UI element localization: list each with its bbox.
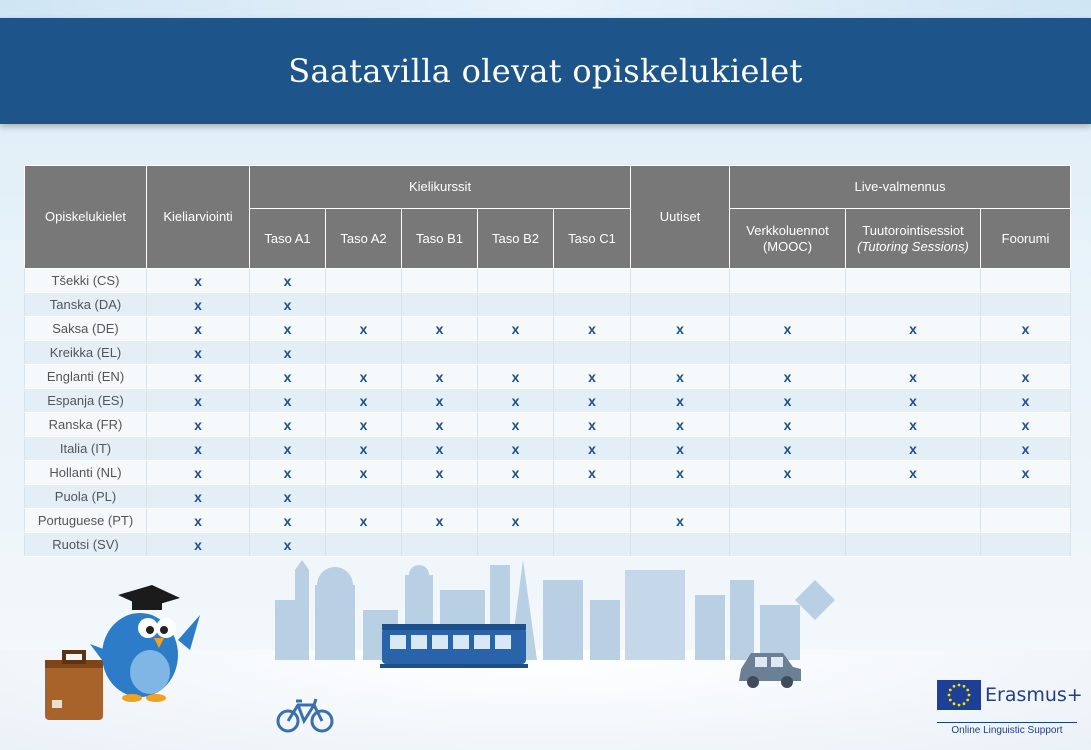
availability-cell [981, 437, 1071, 461]
availability-cell [478, 317, 554, 341]
availability-cell [554, 269, 631, 293]
availability-cell [402, 533, 478, 557]
header-tutoring-line1: Tuutorointisessiot [862, 222, 964, 238]
logo-subtitle: Online Linguistic Support [937, 722, 1077, 736]
availability-mark: x [909, 368, 917, 385]
availability-cell [147, 509, 250, 533]
availability-cell [250, 389, 326, 413]
availability-cell [981, 413, 1071, 437]
availability-cell [846, 317, 981, 341]
availability-mark: x [194, 344, 202, 361]
availability-mark: x [194, 392, 202, 409]
availability-cell [554, 509, 631, 533]
availability-cell [846, 389, 981, 413]
availability-cell [147, 533, 250, 557]
availability-cell [846, 365, 981, 389]
availability-mark: x [283, 392, 292, 409]
availability-cell [846, 341, 981, 365]
availability-mark: x [283, 344, 292, 361]
availability-cell [631, 389, 730, 413]
availability-mark: x [194, 464, 202, 481]
availability-cell [554, 389, 631, 413]
availability-mark: x [783, 392, 792, 409]
table-body [25, 269, 1071, 557]
availability-mark: x [194, 368, 202, 385]
availability-cell [250, 533, 326, 557]
availability-cell [402, 365, 478, 389]
availability-cell [402, 437, 478, 461]
availability-cell [478, 485, 554, 509]
language-name: Espanja (ES) [25, 389, 147, 413]
availability-mark: x [283, 512, 292, 529]
availability-cell [250, 269, 326, 293]
availability-mark: x [909, 440, 917, 457]
availability-cell [478, 365, 554, 389]
availability-mark: x [676, 512, 684, 529]
availability-mark: x [909, 320, 917, 337]
availability-cell [981, 389, 1071, 413]
header-forum: Foorumi [981, 209, 1071, 269]
availability-cell [981, 461, 1071, 485]
language-name: Tanska (DA) [25, 293, 147, 317]
table-row [25, 509, 1071, 533]
availability-cell [147, 269, 250, 293]
availability-mark: x [511, 392, 520, 409]
availability-mark: x [283, 464, 292, 481]
availability-mark: x [359, 512, 368, 529]
availability-mark: x [1021, 416, 1030, 433]
availability-cell [326, 293, 402, 317]
availability-cell [478, 269, 554, 293]
availability-cell [554, 365, 631, 389]
availability-cell [326, 365, 402, 389]
availability-cell [631, 341, 730, 365]
availability-mark: x [511, 464, 520, 481]
availability-mark: x [1021, 368, 1030, 385]
availability-cell [147, 461, 250, 485]
availability-mark: x [194, 272, 202, 289]
availability-cell [981, 365, 1071, 389]
language-name: Englanti (EN) [25, 365, 147, 389]
availability-cell [326, 461, 402, 485]
availability-cell [554, 293, 631, 317]
availability-cell [326, 485, 402, 509]
availability-mark: x [194, 440, 202, 457]
availability-cell [981, 509, 1071, 533]
availability-cell [402, 413, 478, 437]
logo-brand: Erasmus+ [985, 684, 1083, 706]
table-row [25, 293, 1071, 317]
table-row [25, 461, 1071, 485]
availability-mark: x [511, 440, 520, 457]
header-level-a1: Taso A1 [250, 209, 326, 269]
header-assessment: Kieliarviointi [147, 166, 250, 269]
availability-cell [730, 389, 846, 413]
header-language: Opiskelukielet [25, 166, 147, 269]
availability-mark: x [1021, 464, 1030, 481]
availability-mark: x [435, 440, 444, 457]
availability-cell [730, 485, 846, 509]
language-name: Ruotsi (SV) [25, 533, 147, 557]
availability-cell [730, 341, 846, 365]
availability-mark: x [676, 392, 684, 409]
availability-mark: x [359, 320, 368, 337]
availability-cell [326, 269, 402, 293]
availability-cell [147, 293, 250, 317]
availability-cell [730, 317, 846, 341]
availability-cell [846, 269, 981, 293]
language-name: Hollanti (NL) [25, 461, 147, 485]
availability-mark: x [283, 440, 292, 457]
availability-cell [326, 317, 402, 341]
availability-cell [147, 389, 250, 413]
table-row [25, 485, 1071, 509]
availability-cell [402, 485, 478, 509]
car-icon [737, 645, 803, 690]
header-tutoring-line2: (Tutoring Sessions) [857, 238, 969, 254]
availability-cell [250, 509, 326, 533]
availability-cell [981, 341, 1071, 365]
header-level-b2: Taso B2 [478, 209, 554, 269]
availability-mark: x [283, 536, 292, 553]
availability-mark: x [1021, 440, 1030, 457]
availability-cell [250, 365, 326, 389]
availability-mark: x [588, 392, 596, 409]
availability-mark: x [359, 464, 368, 481]
availability-cell [981, 293, 1071, 317]
availability-cell [846, 413, 981, 437]
availability-mark: x [435, 320, 444, 337]
availability-cell [631, 413, 730, 437]
table-row [25, 533, 1071, 557]
availability-cell [147, 485, 250, 509]
availability-cell [478, 437, 554, 461]
header-level-b1: Taso B1 [402, 209, 478, 269]
availability-cell [846, 461, 981, 485]
availability-cell [478, 341, 554, 365]
availability-mark: x [783, 416, 792, 433]
availability-cell [147, 365, 250, 389]
availability-mark: x [511, 416, 520, 433]
table-row [25, 389, 1071, 413]
availability-cell [631, 533, 730, 557]
table-row [25, 317, 1071, 341]
availability-cell [554, 461, 631, 485]
availability-cell [846, 485, 981, 509]
table-row [25, 413, 1071, 437]
availability-mark: x [194, 320, 202, 337]
availability-cell [730, 533, 846, 557]
availability-mark: x [359, 392, 368, 409]
availability-cell [981, 317, 1071, 341]
availability-mark: x [676, 320, 684, 337]
header-mooc [730, 209, 846, 269]
header-tutoring [846, 209, 981, 269]
availability-mark: x [909, 392, 917, 409]
availability-mark: x [283, 320, 292, 337]
availability-cell [554, 341, 631, 365]
availability-cell [402, 269, 478, 293]
train-icon [380, 620, 530, 675]
availability-cell [554, 533, 631, 557]
availability-cell [631, 317, 730, 341]
availability-cell [326, 413, 402, 437]
availability-cell [402, 341, 478, 365]
availability-cell [631, 365, 730, 389]
availability-mark: x [359, 440, 368, 457]
availability-cell [554, 413, 631, 437]
availability-cell [326, 341, 402, 365]
availability-cell [250, 461, 326, 485]
availability-mark: x [283, 416, 292, 433]
availability-cell [554, 317, 631, 341]
availability-cell [631, 269, 730, 293]
availability-cell [730, 461, 846, 485]
availability-mark: x [909, 464, 917, 481]
availability-cell [402, 317, 478, 341]
availability-cell [250, 413, 326, 437]
availability-cell [478, 461, 554, 485]
availability-cell [250, 485, 326, 509]
availability-cell [326, 509, 402, 533]
availability-cell [631, 293, 730, 317]
availability-mark: x [1021, 320, 1030, 337]
availability-mark: x [283, 368, 292, 385]
header-mooc-line2: (MOOC) [762, 238, 813, 254]
availability-mark: x [283, 272, 292, 289]
availability-cell [846, 293, 981, 317]
availability-mark: x [194, 536, 202, 553]
availability-mark: x [511, 368, 520, 385]
availability-cell [631, 461, 730, 485]
availability-cell [730, 365, 846, 389]
mascot-bird-icon [40, 580, 210, 725]
availability-mark: x [283, 488, 292, 505]
availability-mark: x [783, 440, 792, 457]
availability-cell [402, 509, 478, 533]
availability-mark: x [194, 512, 202, 529]
availability-mark: x [676, 368, 684, 385]
availability-cell [981, 269, 1071, 293]
availability-mark: x [283, 296, 292, 313]
availability-cell [554, 485, 631, 509]
availability-cell [981, 485, 1071, 509]
availability-mark: x [435, 464, 444, 481]
availability-cell [478, 509, 554, 533]
availability-mark: x [909, 416, 917, 433]
availability-mark: x [435, 368, 444, 385]
availability-mark: x [1021, 392, 1030, 409]
header-live-group: Live-valmennus [730, 166, 1071, 209]
availability-cell [250, 317, 326, 341]
availability-cell [730, 437, 846, 461]
table-row [25, 437, 1071, 461]
language-name: Portuguese (PT) [25, 509, 147, 533]
availability-mark: x [588, 464, 596, 481]
availability-cell [147, 413, 250, 437]
language-name: Ranska (FR) [25, 413, 147, 437]
header-news: Uutiset [631, 166, 730, 269]
availability-mark: x [588, 368, 596, 385]
languages-table [24, 165, 1071, 557]
availability-cell [326, 437, 402, 461]
availability-mark: x [783, 464, 792, 481]
availability-mark: x [676, 440, 684, 457]
availability-cell [402, 389, 478, 413]
availability-cell [730, 413, 846, 437]
availability-cell [326, 389, 402, 413]
availability-cell [250, 437, 326, 461]
availability-mark: x [194, 416, 202, 433]
availability-cell [631, 509, 730, 533]
availability-cell [730, 269, 846, 293]
page-title: Saatavilla olevat opiskelukielet [288, 52, 803, 90]
table-row [25, 269, 1071, 293]
title-band [0, 18, 1091, 124]
availability-cell [730, 509, 846, 533]
availability-mark: x [359, 416, 368, 433]
availability-cell [250, 293, 326, 317]
availability-cell [250, 341, 326, 365]
availability-mark: x [511, 320, 520, 337]
availability-cell [846, 437, 981, 461]
availability-cell [147, 317, 250, 341]
eu-flag-icon [937, 680, 981, 710]
availability-mark: x [435, 392, 444, 409]
availability-cell [402, 293, 478, 317]
availability-mark: x [435, 512, 444, 529]
availability-cell [846, 533, 981, 557]
table-row [25, 365, 1071, 389]
header-courses-group: Kielikurssit [250, 166, 631, 209]
availability-cell [147, 437, 250, 461]
availability-cell [478, 413, 554, 437]
suitcase-icon [45, 652, 103, 720]
availability-mark: x [783, 368, 792, 385]
availability-cell [730, 293, 846, 317]
availability-mark: x [588, 320, 596, 337]
availability-mark: x [588, 440, 596, 457]
top-strip [0, 0, 1091, 18]
language-name: Saksa (DE) [25, 317, 147, 341]
availability-cell [478, 533, 554, 557]
availability-mark: x [435, 416, 444, 433]
header-level-c1: Taso C1 [554, 209, 631, 269]
availability-mark: x [194, 296, 202, 313]
availability-cell [147, 341, 250, 365]
header-mooc-line1: Verkkoluennot [746, 222, 829, 238]
availability-cell [478, 293, 554, 317]
availability-cell [478, 389, 554, 413]
availability-cell [326, 533, 402, 557]
availability-cell [631, 485, 730, 509]
bicycle-icon [276, 695, 334, 735]
language-name: Tšekki (CS) [25, 269, 147, 293]
availability-mark: x [194, 488, 202, 505]
availability-mark: x [676, 464, 684, 481]
availability-mark: x [511, 512, 520, 529]
language-name: Puola (PL) [25, 485, 147, 509]
availability-mark: x [359, 368, 368, 385]
availability-cell [631, 437, 730, 461]
availability-cell [981, 533, 1071, 557]
availability-mark: x [676, 416, 684, 433]
language-name: Italia (IT) [25, 437, 147, 461]
availability-mark: x [783, 320, 792, 337]
table-row [25, 341, 1071, 365]
availability-cell [846, 509, 981, 533]
language-name: Kreikka (EL) [25, 341, 147, 365]
availability-mark: x [588, 416, 596, 433]
header-level-a2: Taso A2 [326, 209, 402, 269]
availability-cell [554, 437, 631, 461]
availability-cell [402, 461, 478, 485]
